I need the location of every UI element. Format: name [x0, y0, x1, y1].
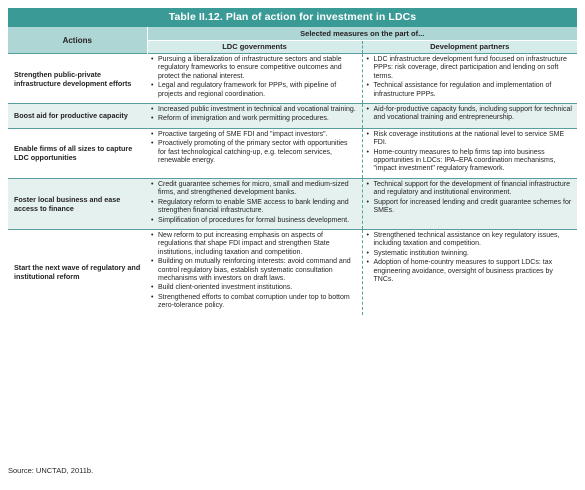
measure-list [151, 232, 358, 311]
measure-item: • Support for increased lending and credit guarantee schemes for SMEs. [367, 199, 574, 216]
measure-item: • Adoption of home-country measures to support LDCs: tax engineering avoidance, oversight of business practices by TNCs. [367, 259, 574, 284]
table-row [8, 178, 577, 229]
measure-item: • Increased public investment in technical and vocational training. [151, 106, 358, 114]
ldc-measures-cell [147, 104, 362, 129]
measure-item: • Legal and regulatory framework for PPPs, with pipeline of projects and regional coordination. [151, 82, 358, 99]
partner-measures-cell [362, 104, 577, 129]
measure-item: • Home-country measures to help firms tap into business opportunities in LDCs: IPA–EPA coordination mechanisms, "impact investment" regulatory framework. [367, 149, 574, 174]
partner-measures-cell [362, 54, 577, 104]
ldc-measures-cell [147, 54, 362, 104]
document-page [8, 8, 577, 315]
table-row [8, 54, 577, 104]
partner-measures-cell [362, 128, 577, 178]
measure-item: • Proactive targeting of SME FDI and "impact investors". [151, 131, 358, 139]
measure-list [151, 106, 358, 124]
table-row [8, 104, 577, 129]
measure-list [367, 131, 574, 174]
measure-item: • Reform of immigration and work permitting procedures. [151, 115, 358, 123]
measure-item: • Simplification of procedures for formal business development. [151, 217, 358, 225]
measure-list [367, 106, 574, 123]
measure-item: • Building on mutually reinforcing interests: avoid command and control regulatory bias, establish systematic consultation mechanisms with investors on draft laws. [151, 258, 358, 283]
measure-list [367, 181, 574, 216]
ldc-measures-cell [147, 178, 362, 229]
action-label: Boost aid for productive capacity [8, 104, 147, 129]
measure-item: • Pursuing a liberalization of infrastructure sectors and stable regulatory frameworks to ensure competitive outcomes and protect the national interest. [151, 56, 358, 81]
action-label: Enable firms of all sizes to capture LDC opportunities [8, 128, 147, 178]
partner-measures-cell [362, 178, 577, 229]
partner-measures-cell [362, 229, 577, 314]
measure-item: • Strengthened efforts to combat corruption under top to bottom zero-tolerance policy. [151, 294, 358, 311]
measure-item: • Systematic institution twinning. [367, 250, 574, 258]
header-selected-measures: Selected measures on the part of... [147, 27, 577, 41]
header-actions: Actions [8, 27, 147, 54]
measure-item: • New reform to put increasing emphasis on aspects of regulations that shape FDI impact and strengthen State institutions, including taxation and competition. [151, 232, 358, 257]
header-ldc-governments: LDC governments [147, 41, 362, 54]
measure-item: • Aid-for-productive capacity funds, including support for technical and vocational training and entrepreneurship. [367, 106, 574, 123]
action-label: Foster local business and ease access to finance [8, 178, 147, 229]
measure-item: • Proactively promoting of the primary sector with opportunities for fast technological catching-up, e.g. telecom services, renewable energy. [151, 140, 358, 165]
action-label: Start the next wave of regulatory and institutional reform [8, 229, 147, 314]
measure-list [367, 232, 574, 284]
table-row [8, 229, 577, 314]
ldc-measures-cell [147, 128, 362, 178]
ldc-measures-cell [147, 229, 362, 314]
table-row [8, 128, 577, 178]
table-title: Table II.12. Plan of action for investment in LDCs [8, 8, 577, 27]
source-note: Source: UNCTAD, 2011b. [8, 466, 94, 475]
measure-item: • LDC infrastructure development fund focused on infrastructure PPPs: risk coverage, direct participation and lending on soft terms. [367, 56, 574, 81]
measure-item: • Regulatory reform to enable SME access to bank lending and strengthen financial infrastructure. [151, 199, 358, 216]
action-label: Strengthen public-private infrastructure development efforts [8, 54, 147, 104]
measure-list [151, 131, 358, 166]
measure-list [367, 56, 574, 99]
header-development-partners: Development partners [362, 41, 577, 54]
measure-list [151, 56, 358, 99]
measure-item: • Strengthened technical assistance on key regulatory issues, including taxation and competition. [367, 232, 574, 249]
measure-item: • Technical assistance for regulation and implementation of infrastructure PPPs. [367, 82, 574, 99]
measure-item: • Technical support for the development of financial infrastructure and regulatory and institutional environment. [367, 181, 574, 198]
measure-item: • Build client-oriented investment institutions. [151, 284, 358, 292]
measure-list [151, 181, 358, 225]
measure-item: • Risk coverage institutions at the national level to service SME FDI. [367, 131, 574, 148]
measure-item: • Credit guarantee schemes for micro, small and medium-sized firms, and strengthened development banks. [151, 181, 358, 198]
action-plan-table [8, 27, 577, 315]
